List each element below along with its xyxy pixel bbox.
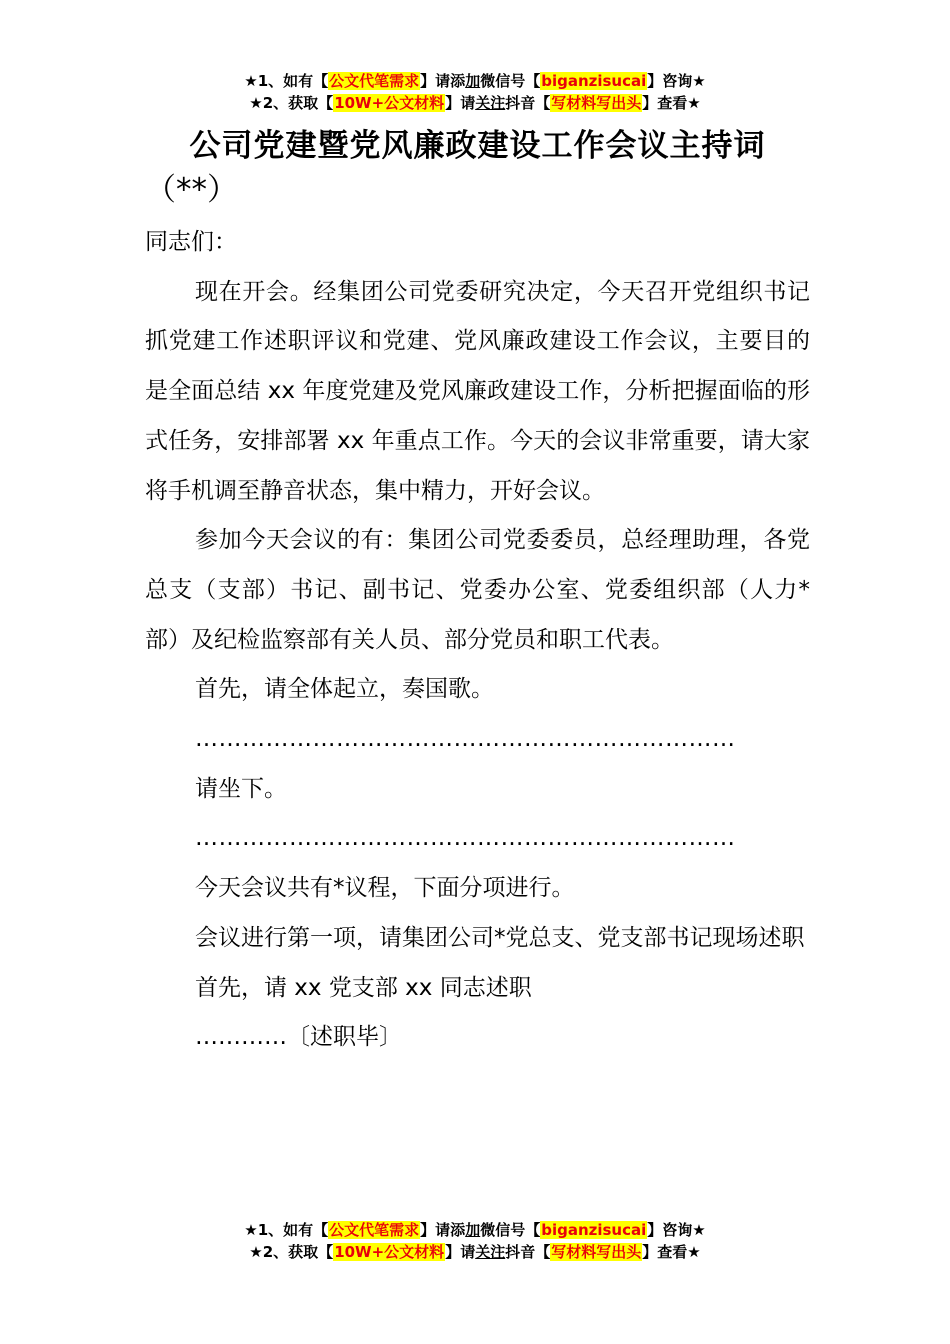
highlight-text: 10W+公文材料 [334, 94, 445, 112]
underlined-text: 加 [465, 72, 481, 90]
highlight-text: 10W+公文材料 [334, 1243, 445, 1261]
header-banner [0, 70, 950, 114]
document-title-sub: （**） [145, 172, 238, 208]
banner-line-1 [0, 70, 950, 92]
banner-text: 】咨询★ [647, 1221, 706, 1239]
footer-banner [0, 1219, 950, 1263]
document-body [145, 124, 810, 1063]
underlined-text: 关注 [475, 1243, 506, 1261]
banner-text: 微信号【 [480, 72, 541, 90]
banner-line-2 [0, 1241, 950, 1263]
banner-text: 】请 [445, 1243, 476, 1261]
underlined-text: 关注 [475, 94, 506, 112]
banner-text: ★1、如有【 [244, 72, 329, 90]
douyin-id-highlight: 写材料写出头 [551, 94, 642, 112]
banner-text: 抖音【 [505, 1243, 551, 1261]
paragraph-first-report: 首先，请 xx 党支部 xx 同志述职 [195, 974, 532, 1001]
paragraph-attendees: 参加今天会议的有：集团公司党委委员，总经理助理，各党总支（支部）书记、副书记、党委办公室、党委组织部（人力*部）及纪检监察部有关人员、部分党员和职工代表。 [145, 527, 810, 653]
banner-text: ★2、获取【 [249, 1243, 334, 1261]
ellipsis-line: …………………………………………………………… [195, 825, 736, 852]
douyin-id-highlight: 写材料写出头 [551, 1243, 642, 1261]
banner-text: ★1、如有【 [244, 1221, 329, 1239]
banner-text: 抖音【 [505, 94, 551, 112]
paragraph-opening: 现在开会。经集团公司党委研究决定，今天召开党组织书记抓党建工作述职评议和党建、党风廉政建设工作会议，主要目的是全面总结 xx 年度党建及党风廉政建设工作，分析把握面临的形式任务，安排部署 xx 年重点工作。今天的会议非常重要，请大家将手机调至静音状态，集中精力，开好会议。 [145, 278, 810, 504]
banner-text: 】查看★ [642, 1243, 701, 1261]
banner-text: 】咨询★ [647, 72, 706, 90]
banner-text: 】查看★ [642, 94, 701, 112]
wechat-id-highlight: biganzisucai [541, 1221, 647, 1239]
banner-line-1 [0, 1219, 950, 1241]
paragraph-agenda-intro: 今天会议共有*议程，下面分项进行。 [195, 875, 575, 902]
banner-text: 】请 [445, 94, 476, 112]
banner-text: ★2、获取【 [249, 94, 334, 112]
paragraph-agenda-item-1: 会议进行第一项，请集团公司*党总支、党支部书记现场述职 [195, 924, 805, 951]
highlight-text: 公文代笔需求 [329, 1221, 420, 1239]
banner-text: 微信号【 [480, 1221, 541, 1239]
paragraph-anthem: 首先，请全体起立，奏国歌。 [195, 676, 494, 703]
paragraph-report-done: …………〔述职毕〕 [195, 1024, 402, 1051]
banner-line-2 [0, 92, 950, 114]
wechat-id-highlight: biganzisucai [541, 72, 647, 90]
underlined-text: 加 [465, 1221, 481, 1239]
highlight-text: 公文代笔需求 [329, 72, 420, 90]
banner-text: 】请添 [420, 72, 466, 90]
salutation: 同志们： [145, 229, 237, 255]
document-title: 公司党建暨党风廉政建设工作会议主持词 [189, 128, 766, 164]
ellipsis-line: …………………………………………………………… [195, 726, 736, 753]
banner-text: 】请添 [420, 1221, 466, 1239]
paragraph-sit-down: 请坐下。 [195, 775, 287, 802]
